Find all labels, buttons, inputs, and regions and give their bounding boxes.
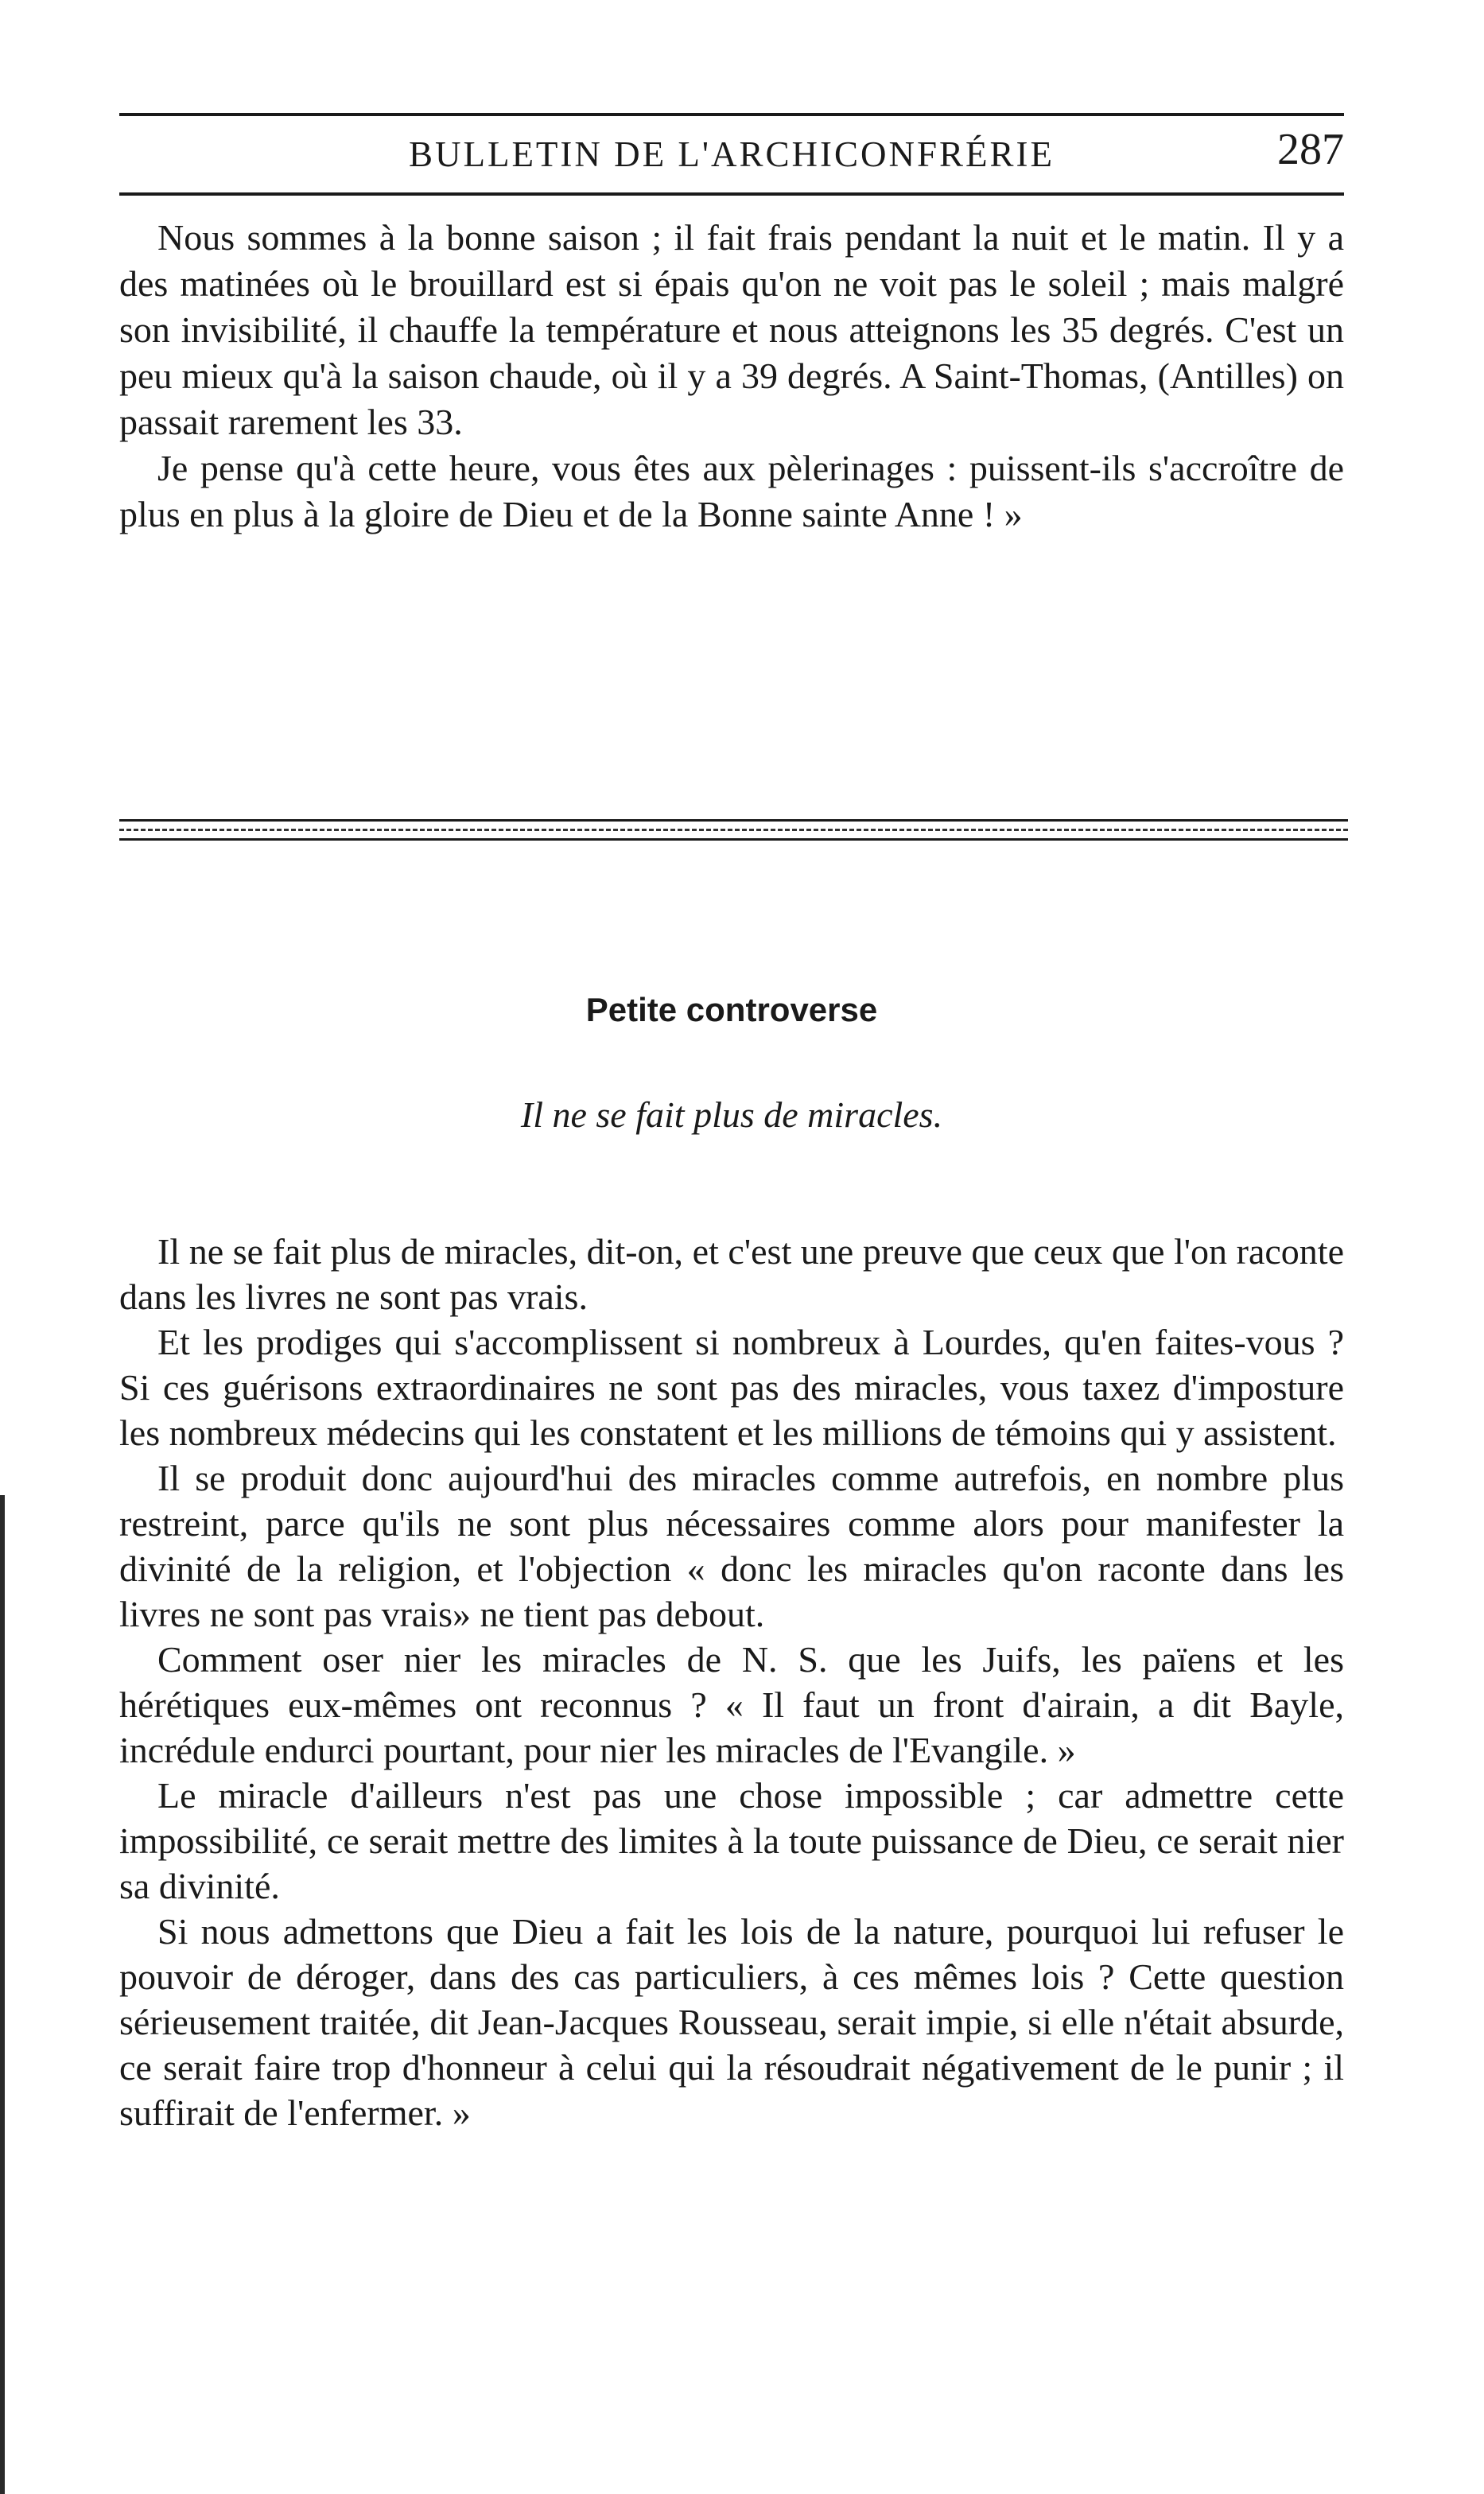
- page-header: [119, 126, 1344, 181]
- page-number: 287: [1277, 125, 1344, 174]
- header-rule-top: [119, 113, 1344, 116]
- page-edge-shadow: [0, 1495, 5, 2494]
- controversy-paragraph-2: Et les prodiges qui s'accomplissent si nombreux à Lourdes, qu'en faites-vous ? Si ces guérisons extraordinaires ne sont pas des miracles, vous taxez d'imposture les nombreux médecins qui les constatent et les millions de témoins qui y assistent.: [119, 1322, 1344, 1453]
- controversy-paragraph-5: Le miracle d'ailleurs n'est pas une chose impossible ; car admettre cette impossibilité, ce serait mettre des limites à la toute puissance de Dieu, ce serait nier sa divinité.: [119, 1775, 1344, 1906]
- section-title: Petite controverse: [585, 991, 878, 1028]
- controversy-paragraph-3: Il se produit donc aujourd'hui des miracles comme autrefois, en nombre plus restreint, parce qu'ils ne sont plus nécessaires comme alors pour manifester la divinité de la religion, et l'objection « donc les miracles qu'on raconte dans les livres ne sont pas vrais» ne tient pas debout.: [119, 1458, 1344, 1634]
- header-rule-bottom: [119, 192, 1344, 196]
- controversy-paragraph-4: Comment oser nier les miracles de N. S. que les Juifs, les païens et les hérétiques eux-mêmes ont reconnus ? « Il faut un front d'airain, a dit Bayle, incrédule endurci pourtant, pour nier les miracles de l'Evangile. »: [119, 1639, 1344, 1770]
- section-subtitle: Il ne se fait plus de miracles.: [520, 1094, 943, 1135]
- letter-continuation: [119, 215, 1344, 538]
- section-separator-line-top: [119, 819, 1348, 822]
- controversy-body: [119, 1229, 1344, 2135]
- section-separator-line-dashed: [119, 829, 1348, 831]
- letter-paragraph-2: Je pense qu'à cette heure, vous êtes aux pèlerinages : puissent-ils s'accroître de plus en plus à la gloire de Dieu et de la Bonne sainte Anne ! »: [119, 448, 1344, 534]
- letter-paragraph-1: Nous sommes à la bonne saison ; il fait frais pendant la nuit et le matin. Il y a des matinées où le brouillard est si épais qu'on ne voit pas le soleil ; mais malgré son invisibilité, il chauffe la température et nous atteignons les 35 degrés. C'est un peu mieux qu'à la saison chaude, où il y a 39 degrés. A Saint-Thomas, (Antilles) on passait rarement les 33.: [119, 217, 1344, 442]
- section-separator-line-bottom: [119, 838, 1348, 841]
- controversy-paragraph-6: Si nous admettons que Dieu a fait les lois de la nature, pourquoi lui refuser le pouvoir de déroger, dans des cas particuliers, à ces mêmes lois ? Cette question sérieusement traitée, dit Jean-Jacques Rousseau, serait impie, si elle n'était absurde, ce serait faire trop d'honneur à celui qui la résoudrait négativement de le punir ; il suffirait de l'enfermer. »: [119, 1911, 1344, 2133]
- running-head: BULLETIN DE L'ARCHICONFRÉRIE: [408, 134, 1055, 174]
- controversy-paragraph-1: Il ne se fait plus de miracles, dit-on, et c'est une preuve que ceux que l'on raconte dans les livres ne sont pas vrais.: [119, 1231, 1344, 1317]
